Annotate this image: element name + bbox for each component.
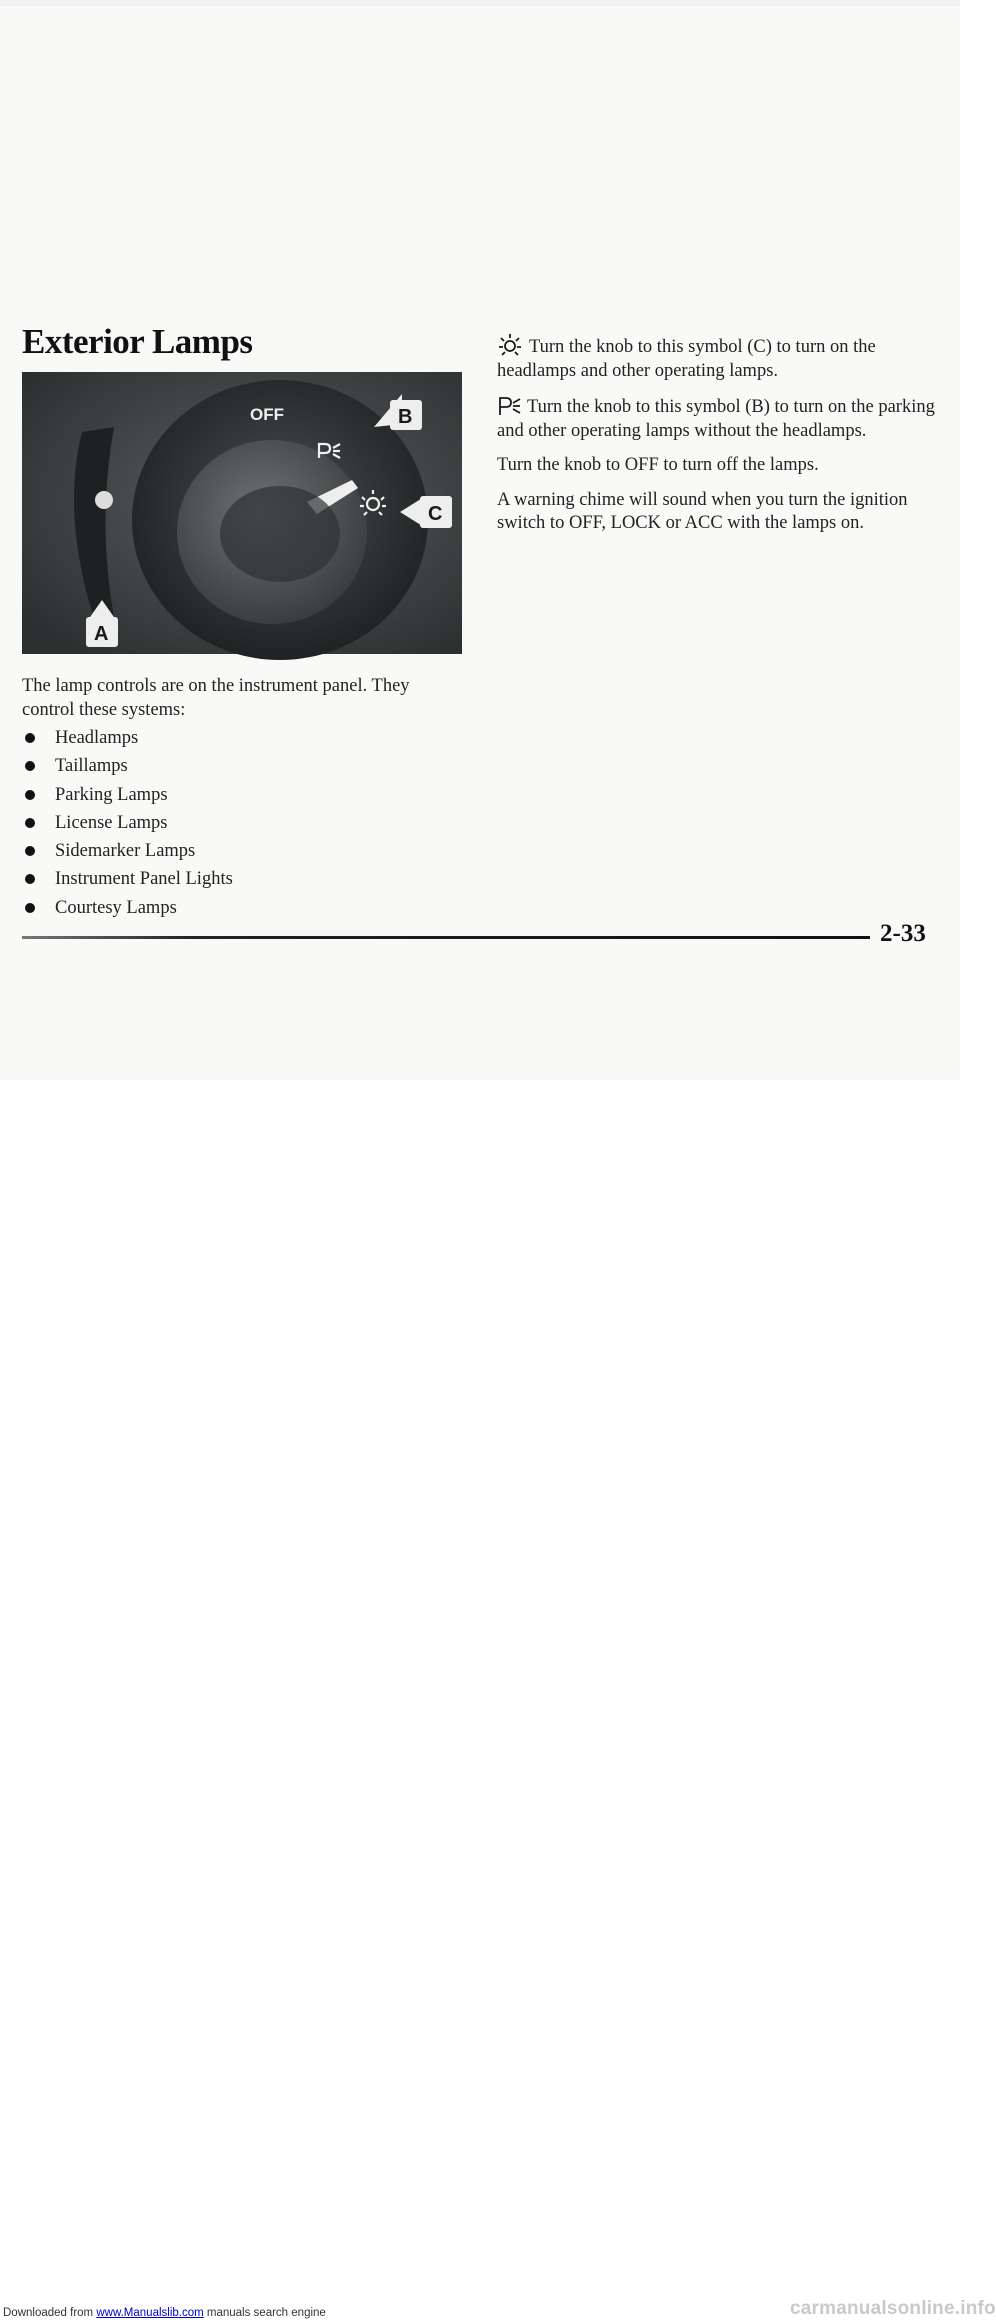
lamp-systems-list bbox=[22, 724, 233, 922]
list-item bbox=[22, 894, 233, 922]
bullet-icon bbox=[25, 903, 35, 913]
parking-instruction-text: Turn the knob to this symbol (B) to turn on the parking and other operating lamps without the headlamps. bbox=[497, 397, 935, 441]
off-instruction: Turn the knob to OFF to turn off the lamps. bbox=[497, 455, 819, 475]
list-item-label: Headlamps bbox=[55, 728, 139, 748]
header-strip bbox=[0, 0, 960, 6]
headlamp-switch-photo bbox=[22, 372, 462, 654]
bullet-icon bbox=[25, 761, 35, 771]
download-credit bbox=[3, 2307, 326, 2319]
bullet-icon bbox=[25, 846, 35, 856]
headlamp-instruction bbox=[497, 332, 937, 383]
list-item-label: Taillamps bbox=[55, 756, 128, 777]
list-item bbox=[22, 752, 233, 780]
svg-text:B: B bbox=[398, 406, 413, 428]
bullet-icon bbox=[25, 874, 35, 884]
bullet-icon bbox=[25, 818, 35, 828]
instructions-column bbox=[497, 332, 937, 547]
list-item-label: Sidemarker Lamps bbox=[55, 841, 196, 862]
list-item bbox=[22, 865, 233, 893]
list-item bbox=[22, 781, 233, 809]
list-item bbox=[22, 837, 233, 865]
svg-text:C: C bbox=[428, 503, 443, 525]
list-item bbox=[22, 724, 233, 752]
bullet-icon bbox=[25, 790, 35, 800]
knob-grip bbox=[220, 486, 340, 582]
parking-lamp-icon bbox=[497, 394, 521, 416]
list-item bbox=[22, 809, 233, 837]
lever-button bbox=[95, 491, 113, 509]
list-item-label: Parking Lamps bbox=[55, 784, 168, 805]
intro-paragraph: The lamp controls are on the instrument panel. They control these systems: bbox=[22, 676, 410, 720]
headlamp-icon bbox=[497, 332, 523, 356]
page-number: 2-33 bbox=[880, 920, 926, 947]
svg-text:A: A bbox=[94, 623, 109, 645]
download-suffix: manuals search engine bbox=[203, 2307, 326, 2319]
parking-instruction bbox=[497, 394, 937, 443]
knob-off-label: OFF bbox=[250, 405, 284, 424]
headlamp-switch-illustration bbox=[22, 372, 462, 654]
manual-page bbox=[0, 0, 960, 1080]
chime-warning: A warning chime will sound when you turn the ignition switch to OFF, LOCK or ACC with the lamps on. bbox=[497, 489, 908, 533]
download-prefix: Downloaded from bbox=[3, 2307, 97, 2319]
headlamp-instruction-text: Turn the knob to this symbol (C) to turn on the headlamps and other operating lamps. bbox=[497, 337, 876, 381]
list-item-label: Courtesy Lamps bbox=[55, 897, 177, 918]
download-footer bbox=[0, 1080, 996, 2319]
watermark: carmanualsonline.info bbox=[790, 2298, 996, 2319]
list-item-label: Instrument Panel Lights bbox=[55, 869, 233, 890]
manualslib-link[interactable]: www.Manualslib.com bbox=[96, 2307, 204, 2319]
bullet-icon bbox=[25, 733, 35, 743]
list-item-label: License Lamps bbox=[55, 812, 168, 833]
section-title: Exterior Lamps bbox=[22, 322, 253, 361]
page-rule bbox=[22, 936, 870, 939]
